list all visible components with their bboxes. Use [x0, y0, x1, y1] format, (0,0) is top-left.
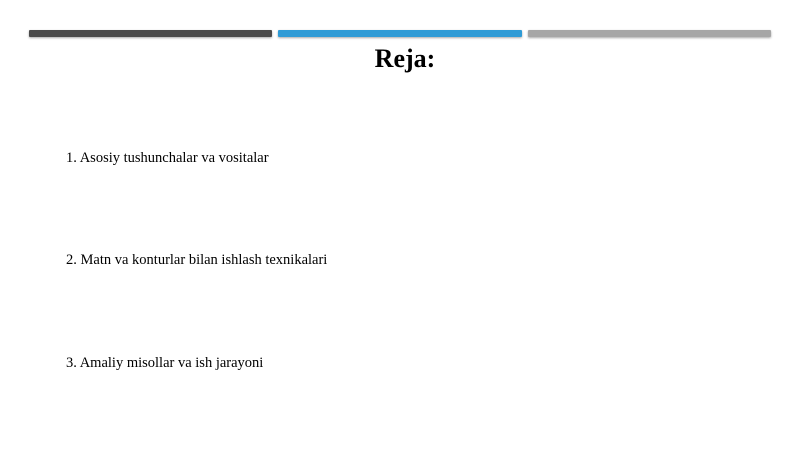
decorative-top-bars — [29, 30, 771, 38]
plan-item-1: 1. Asosiy tushunchalar va vositalar — [66, 150, 269, 166]
decor-bar-gray — [528, 30, 771, 37]
plan-item-3: 3. Amaliy misollar va ish jarayoni — [66, 355, 264, 371]
decor-bar-blue — [278, 30, 522, 37]
slide-title: Reja: — [374, 44, 436, 73]
decor-bar-dark — [29, 30, 272, 37]
plan-item-2: 2. Matn va konturlar bilan ishlash texnikalari — [66, 252, 328, 268]
